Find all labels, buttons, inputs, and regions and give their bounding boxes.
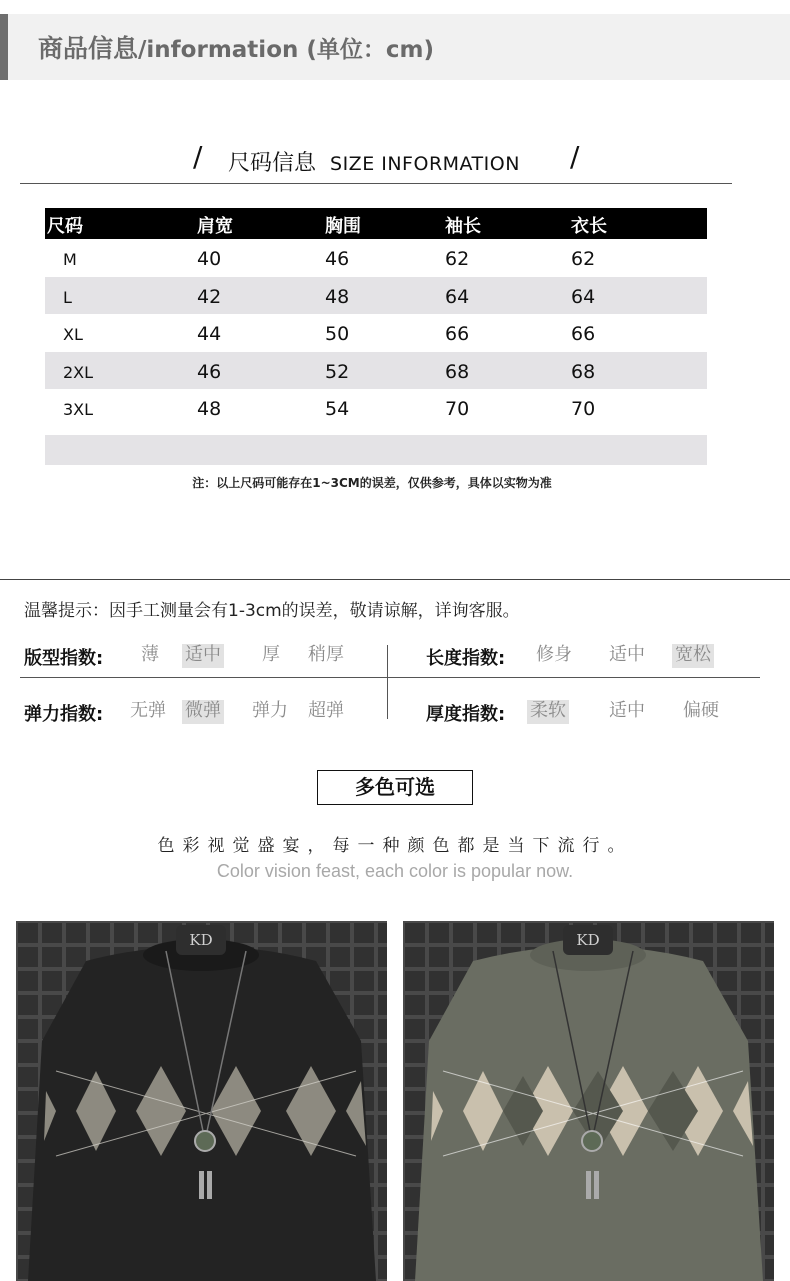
title-en: /information (单位：cm) [138, 37, 434, 63]
thickness-option-medium: 适中 [609, 700, 645, 721]
cell-size: M [63, 250, 77, 269]
size-table [45, 208, 707, 465]
multi-color-title: 多色可选 [317, 770, 473, 805]
header-chest: 胸围 [325, 216, 361, 237]
length-option-slim: 修身 [536, 644, 572, 665]
cell-shoulder: 42 [197, 285, 222, 308]
elasticity-option-elastic: 弹力 [252, 700, 288, 721]
table-row [45, 314, 707, 352]
fit-option-thick: 厚 [262, 644, 280, 665]
hanger-label: KD [189, 931, 213, 949]
table-row [45, 389, 707, 427]
length-index-label: 长度指数: [426, 648, 506, 669]
cell-size: 2XL [63, 362, 94, 382]
header-size: 尺码 [47, 216, 83, 237]
index-row-1 [0, 640, 790, 670]
cell-size: XL [63, 325, 83, 345]
thickness-index-label: 厚度指数: [426, 704, 506, 725]
sweater-black-illustration [16, 921, 387, 1281]
elasticity-option-slight: 微弹 [182, 700, 224, 724]
fit-option-slightly-thick: 稍厚 [308, 644, 344, 665]
cell-chest: 50 [325, 323, 350, 346]
length-option-loose: 宽松 [672, 644, 714, 668]
index-row-2 [0, 696, 790, 726]
header-length: 衣长 [571, 216, 607, 237]
table-row [45, 239, 707, 277]
size-note: 注：以上尺码可能存在1~3CM的误差，仅供参考，具体以实物为准 [192, 476, 552, 490]
cell-length: 68 [571, 360, 596, 383]
size-title-en: SIZE INFORMATION [330, 153, 520, 175]
table-header [45, 208, 707, 239]
section-title [38, 29, 434, 65]
cell-chest: 54 [325, 398, 350, 421]
cell-sleeve: 66 [445, 323, 470, 346]
header-shoulder: 肩宽 [197, 216, 233, 237]
cell-length: 70 [571, 398, 596, 421]
elasticity-option-none: 无弹 [130, 700, 166, 721]
title-cn: 商品信息 [38, 34, 139, 63]
multi-color-subtitle-cn: 色彩视觉盛宴，每一种颜色都是当下流行。 [157, 836, 633, 856]
cell-chest: 48 [325, 285, 350, 308]
size-title-cn: 尺码信息 [228, 151, 317, 176]
product-photo-green [403, 921, 774, 1281]
cell-shoulder: 40 [197, 248, 222, 270]
table-row [45, 277, 707, 315]
length-option-medium: 适中 [609, 644, 645, 665]
fit-option-thin: 薄 [141, 644, 159, 665]
cell-length: 62 [571, 248, 596, 270]
multi-color-subtitle-en: Color vision feast, each color is popular now. [216, 861, 574, 881]
cell-shoulder: 46 [197, 360, 222, 383]
cell-sleeve: 68 [445, 360, 470, 383]
elasticity-index-label: 弹力指数: [24, 704, 104, 725]
slash-right: / [570, 140, 580, 173]
header-sleeve: 袖长 [445, 216, 481, 237]
table-row [45, 352, 707, 390]
sweater-green-illustration [403, 921, 774, 1281]
cell-sleeve: 70 [445, 398, 470, 421]
thickness-option-stiff: 偏硬 [683, 700, 719, 721]
cell-length: 64 [571, 285, 596, 308]
cell-length: 66 [571, 323, 596, 346]
section-header [0, 14, 790, 80]
fit-option-medium: 适中 [182, 644, 224, 668]
slash-left: / [193, 140, 203, 173]
index-divider [20, 677, 760, 678]
elasticity-option-super: 超弹 [308, 700, 344, 721]
cell-shoulder: 44 [197, 323, 222, 346]
size-info-title [228, 146, 520, 177]
header-accent-bar [0, 14, 8, 80]
cell-sleeve: 64 [445, 285, 470, 308]
heading-divider [20, 183, 732, 184]
fit-index-label: 版型指数: [24, 648, 104, 669]
tip-divider [0, 579, 790, 580]
thickness-option-soft: 柔软 [527, 700, 569, 724]
cell-sleeve: 62 [445, 248, 470, 270]
cell-chest: 46 [325, 248, 350, 270]
cell-chest: 52 [325, 360, 350, 383]
product-photo-black [16, 921, 387, 1281]
cell-size: L [63, 287, 72, 307]
table-empty-row [45, 435, 707, 465]
cell-shoulder: 48 [197, 398, 222, 421]
measurement-tip: 温馨提示：因手工测量会有1-3cm的误差，敬请谅解，详询客服。 [24, 601, 520, 621]
cell-size: 3XL [63, 400, 94, 420]
hanger-label: KD [576, 931, 600, 949]
